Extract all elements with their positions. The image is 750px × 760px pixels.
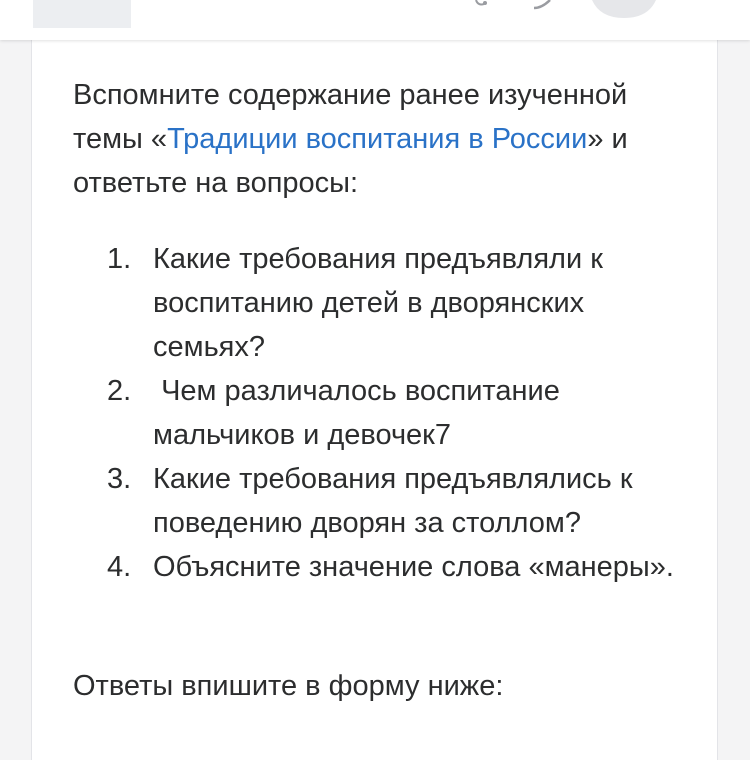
question-item	[73, 545, 693, 589]
top-header-bar	[0, 0, 750, 40]
user-avatar-icon[interactable]	[588, 0, 660, 18]
question-card	[31, 40, 718, 760]
question-number: 3.	[107, 463, 132, 495]
intro-paragraph	[73, 73, 693, 205]
question-number: 4.	[107, 551, 132, 583]
intro-text-before: Вспомните содержание ранее изученной темы «	[73, 79, 628, 155]
question-item	[73, 237, 693, 369]
question-text: Какие требования предъявляли к воспитанию детей в дворянских семьях?	[153, 243, 603, 363]
question-item	[73, 369, 693, 457]
question-text: Какие требования предъявлялись к поведению дворян за столлом?	[153, 463, 633, 539]
topic-link[interactable]: Традиции воспитания в России	[167, 123, 588, 155]
question-item	[73, 457, 693, 545]
intro-text-after: » и ответьте на вопросы:	[73, 123, 628, 199]
question-text: Чем различалось воспитание мальчиков и девочек7	[153, 375, 568, 451]
question-text: Объясните значение слова «манеры».	[153, 551, 674, 583]
question-number: 1.	[107, 243, 132, 275]
questions-list	[73, 237, 693, 589]
header-thumbnail[interactable]	[33, 0, 131, 28]
answer-instruction: Ответы впишите в форму ниже:	[73, 670, 504, 702]
share-icon[interactable]	[532, 0, 554, 10]
question-number: 2.	[107, 375, 132, 407]
attachment-icon[interactable]	[470, 0, 498, 12]
